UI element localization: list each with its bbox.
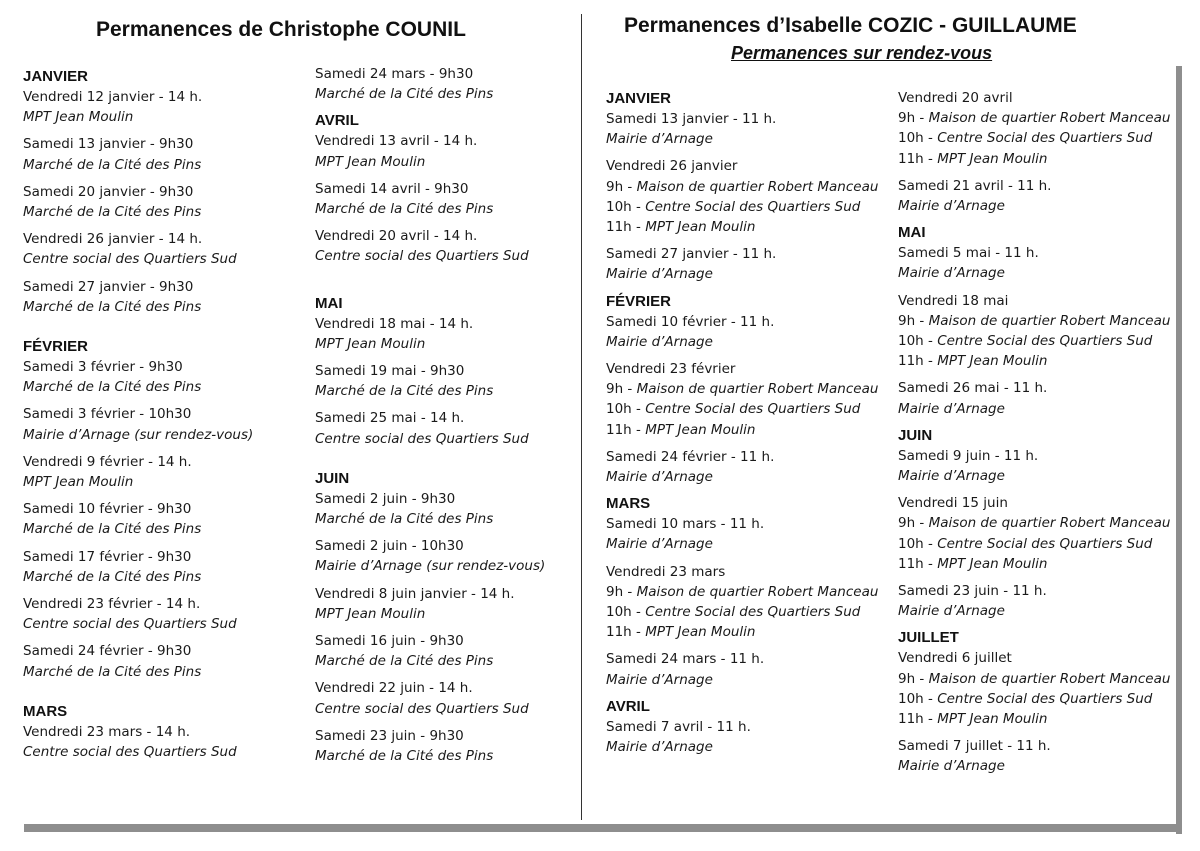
slot-time: 10h - — [606, 198, 646, 215]
slot-place: Centre Social des Quartiers Sud — [645, 604, 861, 621]
slot-time: 10h - — [606, 401, 646, 418]
entry-date: Vendredi 12 janvier - 14 h. — [23, 89, 203, 105]
slot-place: Centre Social des Quartiers Sud — [937, 130, 1153, 147]
month-heading: AVRIL — [606, 697, 650, 715]
time-slot — [606, 582, 891, 602]
entry-place: Marché de la Cité des Pins — [23, 521, 202, 538]
slot-place: MPT Jean Moulin — [937, 150, 1048, 167]
schedule-entry — [315, 179, 600, 219]
schedule-entry — [315, 489, 600, 529]
entry-date: Samedi 27 janvier - 9h30 — [23, 278, 194, 295]
schedule-entry — [23, 722, 308, 762]
slot-time: 9h - — [898, 110, 929, 127]
schedule-entry — [23, 357, 308, 397]
time-slot — [898, 311, 1183, 331]
slot-time: 9h - — [898, 515, 929, 532]
entry-place: Marché de la Cité des Pins — [23, 156, 202, 173]
schedule-entry — [315, 584, 600, 624]
entry-place: Centre social des Quartiers Sud — [23, 616, 237, 633]
entry-date: Samedi 23 juin - 9h30 — [315, 727, 464, 744]
entry-date: Vendredi 6 juillet — [898, 650, 1012, 667]
schedule-entry — [606, 649, 891, 689]
month-heading: MAI — [315, 294, 343, 312]
time-slot — [606, 217, 891, 237]
entry-place: Centre social des Quartiers Sud — [315, 430, 529, 447]
entry-place: MPT Jean Moulin — [23, 109, 134, 126]
entry-place: Marché de la Cité des Pins — [315, 383, 494, 400]
entry-place: Marché de la Cité des Pins — [315, 748, 494, 765]
slot-time: 9h - — [606, 178, 637, 195]
month-section — [606, 697, 891, 757]
entry-date: Samedi 2 juin - 9h30 — [315, 490, 456, 507]
entry-date: Samedi 14 avril - 9h30 — [315, 180, 469, 197]
entry-date: Samedi 23 juin - 11 h. — [898, 583, 1047, 600]
month-heading: JUILLET — [898, 629, 959, 647]
slot-time: 11h - — [898, 353, 938, 370]
time-slot — [606, 399, 891, 419]
time-slot — [606, 197, 891, 217]
month-section — [898, 88, 1183, 216]
slot-time: 10h - — [898, 130, 938, 147]
schedule-entry — [315, 678, 600, 718]
slot-time: 11h - — [606, 624, 646, 641]
schedule-entry — [898, 493, 1183, 574]
entry-place: Mairie d’Arnage — [898, 265, 1005, 282]
month-section — [898, 223, 1183, 419]
slot-time: 10h - — [606, 604, 646, 621]
entry-date: Samedi 16 juin - 9h30 — [315, 633, 464, 650]
schedule-entry — [23, 277, 308, 317]
schedule-entry — [898, 291, 1183, 372]
month-heading: MARS — [23, 702, 68, 720]
month-section — [898, 426, 1183, 622]
month-section — [606, 494, 891, 690]
entry-date: Vendredi 22 juin - 14 h. — [315, 680, 473, 697]
entry-place: Marché de la Cité des Pins — [315, 201, 494, 218]
entry-place: Mairie d’Arnage — [606, 266, 713, 283]
slot-place: Maison de quartier Robert Manceau — [928, 312, 1171, 329]
month-section — [315, 469, 600, 766]
schedule-entry — [315, 408, 600, 448]
schedule-entry — [898, 446, 1183, 486]
page-shadow-bottom — [24, 824, 1182, 832]
entry-place: Marché de la Cité des Pins — [315, 86, 494, 103]
cozic-column-1 — [606, 89, 891, 764]
entry-date: Samedi 24 février - 11 h. — [606, 448, 775, 465]
entry-date: Samedi 10 mars - 11 h. — [606, 516, 765, 533]
entry-date: Vendredi 23 février — [606, 361, 736, 378]
schedule-entry — [606, 312, 891, 352]
entry-place: Marché de la Cité des Pins — [23, 298, 202, 315]
slot-place: Maison de quartier Robert Manceau — [928, 515, 1171, 532]
schedule-entry — [898, 736, 1183, 776]
time-slot — [606, 602, 891, 622]
counil-column-1 — [23, 67, 308, 769]
schedule-entry — [23, 404, 308, 444]
right-page-title: Permanences d’Isabelle COZIC - GUILLAUME — [624, 14, 1077, 37]
entry-date: Vendredi 26 janvier — [606, 158, 738, 175]
schedule-entry — [315, 726, 600, 766]
slot-time: 9h - — [898, 312, 929, 329]
entry-place: MPT Jean Moulin — [315, 335, 426, 352]
time-slot — [898, 351, 1183, 371]
entry-date: Vendredi 20 avril — [898, 90, 1013, 106]
entry-place: Centre social des Quartiers Sud — [315, 248, 529, 265]
slot-time: 10h - — [898, 535, 938, 552]
entry-place: Mairie d’Arnage — [606, 469, 713, 486]
entry-place: Mairie d’Arnage — [606, 131, 713, 148]
slot-place: MPT Jean Moulin — [937, 555, 1048, 572]
month-heading: FÉVRIER — [606, 292, 672, 310]
month-section — [898, 628, 1183, 776]
schedule-entry — [606, 156, 891, 237]
schedule-entry — [23, 452, 308, 492]
month-section — [23, 67, 308, 317]
schedule-entry — [23, 87, 308, 127]
schedule-entry — [606, 717, 891, 757]
time-slot — [606, 177, 891, 197]
entry-place: Centre social des Quartiers Sud — [315, 700, 529, 717]
entry-date: Samedi 25 mai - 14 h. — [315, 410, 465, 427]
entry-date: Samedi 26 mai - 11 h. — [898, 380, 1048, 397]
schedule-entry — [315, 64, 600, 104]
entry-date: Samedi 5 mai - 11 h. — [898, 245, 1039, 262]
month-section — [315, 111, 600, 266]
slot-time: 10h - — [898, 690, 938, 707]
month-heading: MAI — [898, 224, 926, 242]
entry-place: Mairie d’Arnage — [898, 758, 1005, 775]
slot-place: Maison de quartier Robert Manceau — [928, 670, 1171, 687]
slot-place: Maison de quartier Robert Manceau — [636, 178, 879, 195]
entry-date: Vendredi 23 mars — [606, 563, 726, 580]
month-section — [23, 337, 308, 682]
slot-place: MPT Jean Moulin — [937, 353, 1048, 370]
schedule-entry — [23, 547, 308, 587]
schedule-entry — [606, 562, 891, 643]
entry-date: Samedi 19 mai - 9h30 — [315, 363, 465, 380]
schedule-entry — [315, 131, 600, 171]
schedule-entry — [315, 314, 600, 354]
slot-place: Centre Social des Quartiers Sud — [937, 333, 1153, 350]
entry-date: Samedi 2 juin - 10h30 — [315, 538, 464, 555]
slot-time: 11h - — [606, 421, 646, 438]
month-heading: JANVIER — [23, 68, 89, 85]
slot-time: 11h - — [898, 711, 938, 728]
entry-date: Vendredi 23 février - 14 h. — [23, 596, 201, 613]
slot-time: 11h - — [606, 219, 646, 236]
entry-date: Samedi 7 juillet - 11 h. — [898, 738, 1051, 755]
slot-place: MPT Jean Moulin — [645, 421, 756, 438]
slot-place: Maison de quartier Robert Manceau — [636, 381, 879, 398]
entry-date: Samedi 13 janvier - 11 h. — [606, 111, 777, 127]
slot-time: 9h - — [606, 583, 637, 600]
entry-date: Samedi 20 janvier - 9h30 — [23, 183, 194, 200]
entry-date: Vendredi 26 janvier - 14 h. — [23, 231, 203, 248]
entry-place: Marché de la Cité des Pins — [315, 511, 494, 528]
entry-place: Mairie d’Arnage — [898, 468, 1005, 485]
slot-place: Maison de quartier Robert Manceau — [928, 110, 1171, 127]
schedule-entry — [315, 536, 600, 576]
entry-place: Centre social des Quartiers Sud — [23, 251, 237, 268]
counil-column-2 — [315, 64, 600, 773]
time-slot — [898, 149, 1183, 169]
entry-place: Centre social des Quartiers Sud — [23, 744, 237, 761]
slot-place: MPT Jean Moulin — [645, 219, 756, 236]
month-heading: AVRIL — [315, 112, 359, 130]
entry-place: Mairie d’Arnage — [606, 333, 713, 350]
month-section — [23, 702, 308, 762]
entry-place: Marché de la Cité des Pins — [315, 653, 494, 670]
time-slot — [898, 689, 1183, 709]
entry-date: Samedi 17 février - 9h30 — [23, 548, 192, 565]
month-heading: JUIN — [315, 469, 350, 487]
entry-place: Mairie d’Arnage (sur rendez-vous) — [23, 426, 254, 443]
schedule-entry — [23, 134, 308, 174]
entry-place: Marché de la Cité des Pins — [23, 379, 202, 396]
schedule-entry — [898, 581, 1183, 621]
time-slot — [606, 420, 891, 440]
slot-time: 9h - — [898, 670, 929, 687]
entry-date: Vendredi 15 juin — [898, 495, 1008, 512]
schedule-entry — [315, 361, 600, 401]
month-section — [606, 89, 891, 285]
schedule-entry — [315, 631, 600, 671]
schedule-entry — [898, 176, 1183, 216]
month-section — [315, 64, 600, 104]
slot-place: Centre Social des Quartiers Sud — [645, 198, 861, 215]
entry-place: Mairie d’Arnage — [606, 671, 713, 688]
slot-place: MPT Jean Moulin — [645, 624, 756, 641]
month-section — [315, 294, 600, 449]
schedule-entry — [898, 88, 1183, 169]
schedule-entry — [23, 182, 308, 222]
month-heading: MARS — [606, 495, 651, 513]
entry-date: Samedi 24 mars - 11 h. — [606, 651, 765, 668]
schedule-entry — [898, 378, 1183, 418]
entry-place: Marché de la Cité des Pins — [23, 204, 202, 221]
slot-place: Maison de quartier Robert Manceau — [636, 583, 879, 600]
entry-date: Vendredi 13 avril - 14 h. — [315, 133, 478, 150]
entry-place: Marché de la Cité des Pins — [23, 568, 202, 585]
time-slot — [898, 513, 1183, 533]
left-page-title: Permanences de Christophe COUNIL — [96, 18, 466, 41]
entry-date: Samedi 3 février - 10h30 — [23, 406, 192, 423]
entry-place: Mairie d’Arnage (sur rendez-vous) — [315, 558, 546, 575]
schedule-entry — [606, 514, 891, 554]
schedule-entry — [898, 648, 1183, 729]
schedule-entry — [315, 226, 600, 266]
entry-date: Samedi 27 janvier - 11 h. — [606, 246, 777, 263]
entry-place: Mairie d’Arnage — [898, 198, 1005, 215]
entry-date: Samedi 13 janvier - 9h30 — [23, 136, 194, 153]
schedule-entry — [23, 594, 308, 634]
entry-date: Samedi 10 février - 11 h. — [606, 313, 775, 330]
slot-time: 11h - — [898, 150, 938, 167]
schedule-entry — [606, 447, 891, 487]
entry-date: Vendredi 23 mars - 14 h. — [23, 723, 191, 740]
time-slot — [898, 534, 1183, 554]
month-section — [606, 292, 891, 488]
entry-date: Samedi 24 mars - 9h30 — [315, 66, 474, 82]
schedule-entry — [606, 109, 891, 149]
entry-date: Samedi 24 février - 9h30 — [23, 643, 192, 660]
slot-place: Centre Social des Quartiers Sud — [937, 535, 1153, 552]
entry-date: Vendredi 18 mai - 14 h. — [315, 315, 474, 332]
entry-date: Vendredi 18 mai — [898, 292, 1009, 309]
entry-date: Samedi 9 juin - 11 h. — [898, 447, 1039, 464]
time-slot — [898, 669, 1183, 689]
time-slot — [606, 622, 891, 642]
entry-place: MPT Jean Moulin — [315, 605, 426, 622]
schedule-entry — [606, 359, 891, 440]
schedule-entry — [898, 243, 1183, 283]
entry-date: Samedi 10 février - 9h30 — [23, 501, 192, 518]
entry-place: Mairie d’Arnage — [898, 400, 1005, 417]
right-page-subtitle: Permanences sur rendez-vous — [731, 43, 993, 63]
month-heading: JANVIER — [606, 90, 672, 107]
entry-date: Vendredi 20 avril - 14 h. — [315, 228, 478, 245]
schedule-entry — [606, 244, 891, 284]
entry-date: Vendredi 9 février - 14 h. — [23, 453, 192, 470]
month-heading: JUIN — [898, 426, 933, 444]
slot-place: Centre Social des Quartiers Sud — [937, 690, 1153, 707]
time-slot — [898, 128, 1183, 148]
month-heading: FÉVRIER — [23, 338, 89, 356]
schedule-entry — [23, 641, 308, 681]
entry-date: Samedi 7 avril - 11 h. — [606, 718, 751, 735]
entry-place: MPT Jean Moulin — [315, 153, 426, 170]
time-slot — [606, 379, 891, 399]
entry-date: Samedi 21 avril - 11 h. — [898, 177, 1052, 194]
entry-place: Mairie d’Arnage — [898, 603, 1005, 620]
slot-place: MPT Jean Moulin — [937, 711, 1048, 728]
entry-place: Marché de la Cité des Pins — [23, 663, 202, 680]
entry-date: Samedi 3 février - 9h30 — [23, 359, 183, 376]
time-slot — [898, 108, 1183, 128]
entry-place: Mairie d’Arnage — [606, 739, 713, 756]
schedule-entry — [23, 499, 308, 539]
entry-place: MPT Jean Moulin — [23, 474, 134, 491]
schedule-entry — [23, 229, 308, 269]
cozic-column-2 — [898, 88, 1183, 784]
slot-time: 11h - — [898, 555, 938, 572]
entry-place: Mairie d’Arnage — [606, 536, 713, 553]
time-slot — [898, 554, 1183, 574]
time-slot — [898, 709, 1183, 729]
slot-time: 9h - — [606, 381, 637, 398]
slot-time: 10h - — [898, 333, 938, 350]
entry-date: Vendredi 8 juin janvier - 14 h. — [315, 585, 515, 602]
time-slot — [898, 331, 1183, 351]
slot-place: Centre Social des Quartiers Sud — [645, 401, 861, 418]
